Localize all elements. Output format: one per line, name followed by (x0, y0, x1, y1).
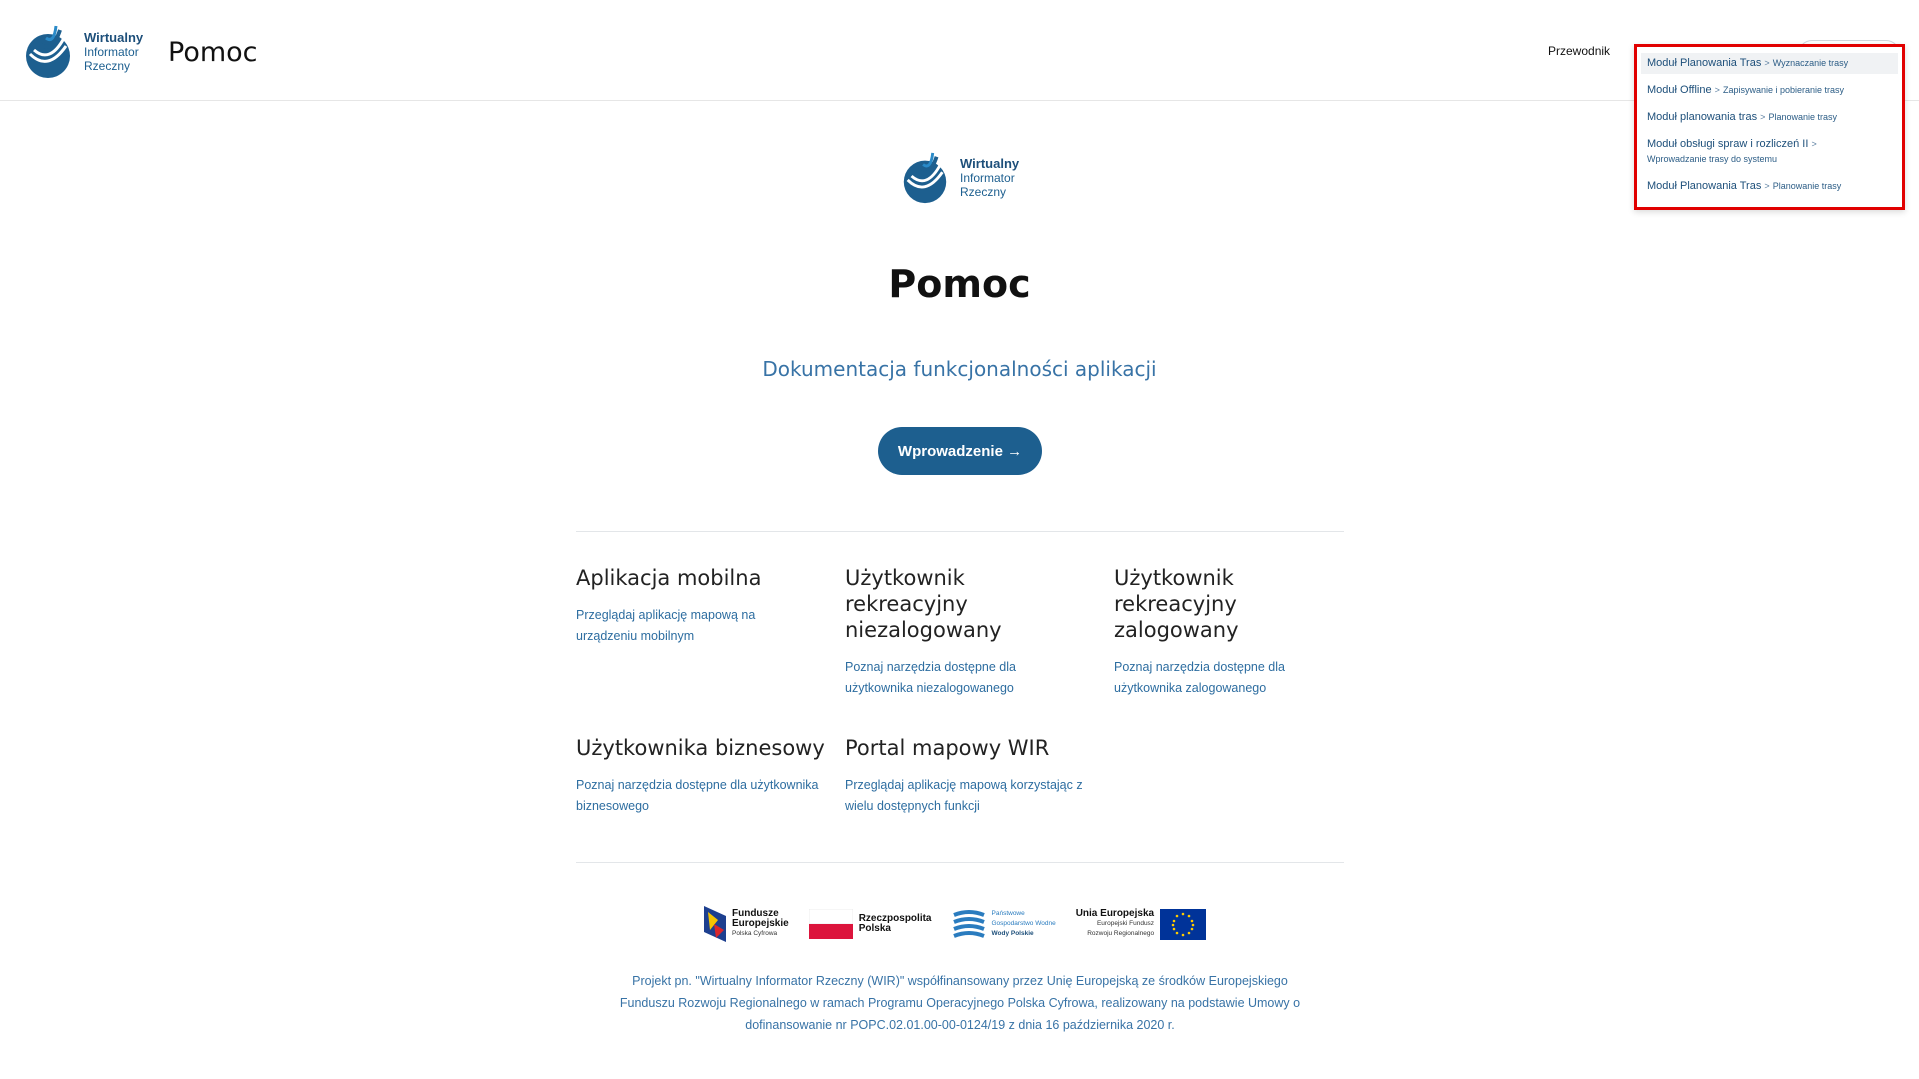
result-module: Moduł planowania tras (1647, 111, 1758, 123)
intro-button[interactable]: Wprowadzenie → (878, 427, 1042, 475)
hero-logo (898, 151, 1019, 205)
header-title: Pomoc (168, 37, 258, 68)
search-result-item[interactable] (1641, 134, 1898, 170)
fe-line-3: Polska Cyfrowa (732, 930, 778, 937)
rp-line-1: Rzeczpospolita (858, 913, 932, 924)
header-logo-text (84, 31, 143, 73)
eu-flag-icon (1160, 909, 1206, 940)
card-title: Aplikacja mobilna (576, 566, 762, 590)
search-result-item[interactable] (1641, 107, 1898, 128)
result-page: Wyznaczanie trasy (1772, 58, 1849, 68)
card-title: Użytkownik rekreacyjny niezalogowany (845, 566, 1002, 642)
top-header (0, 0, 1919, 101)
search-results-dropdown (1634, 44, 1905, 210)
card-description: Poznaj narzędzia dostępne dla użytkownika niezalogowanego (845, 660, 1016, 695)
result-module: Moduł obsługi spraw i rozliczeń II (1647, 138, 1809, 150)
wir-logo-icon (898, 151, 952, 205)
card-map-portal[interactable] (845, 735, 1085, 817)
logo-rzeczpospolita-polska (809, 909, 932, 939)
card-title: Użytkownika biznesowy (576, 736, 825, 760)
result-page: Wprowadzanie trasy do systemu (1647, 154, 1778, 164)
page-title: Pomoc (888, 262, 1031, 306)
logo-fundusze-europejskie (704, 906, 789, 942)
ue-line-2: Europejski Fundusz (1096, 920, 1155, 927)
fe-line-1: Fundusze (732, 908, 779, 919)
ue-line-3: Rozwoju Regionalnego (1087, 930, 1155, 937)
hero-logo-text (960, 157, 1019, 199)
result-separator: > (1764, 58, 1770, 68)
card-rec-user-logged[interactable] (1114, 565, 1354, 699)
result-separator: > (1811, 139, 1817, 149)
polish-flag-icon (809, 909, 853, 939)
logo-line-1: Wirtualny (84, 30, 144, 45)
result-module: Moduł Planowania Tras (1647, 180, 1762, 192)
search-result-item[interactable] (1641, 176, 1898, 197)
card-description: Poznaj narzędzia dostępne dla użytkownika biznesowego (576, 778, 819, 813)
card-rec-user-guest[interactable] (845, 565, 1085, 699)
section-divider (576, 531, 1344, 532)
result-page: Zapisywanie i pobieranie trasy (1723, 85, 1845, 95)
search-result-item[interactable] (1641, 80, 1898, 101)
card-description: Poznaj narzędzia dostępne dla użytkownika zalogowanego (1114, 660, 1285, 695)
result-module: Moduł Planowania Tras (1647, 57, 1762, 69)
wody-polskie-icon (952, 907, 986, 941)
card-mobile-app[interactable] (576, 565, 816, 647)
wp-line-2: Gospodarstwo Wodne (991, 920, 1056, 927)
result-separator: > (1760, 112, 1766, 122)
logo-line-2: Informator (960, 171, 1015, 185)
wp-line-3: Wody Polskie (991, 930, 1034, 937)
nav-link-przewodnik[interactable]: Przewodnik (1548, 44, 1611, 58)
fe-line-2: Europejskie (732, 918, 789, 929)
ue-line-1: Unia Europejska (1075, 908, 1155, 919)
header-logo[interactable] (20, 24, 143, 80)
rp-line-2: Polska (858, 923, 891, 934)
footer-project-text: Projekt pn. "Wirtualny Informator Rzeczny (WIR)" współfinansowany przez Unię Europejską ze środków Europejskiego Funduszu Rozwoju Regionalnego w ramach Programu Operacyjnego Polska Cyfrowa, realizowany na podstawie Umowy o dofinansowanie nr POPC.02.01.00-00-0124/19 z dnia 16 października 2020 r. (619, 974, 1301, 1032)
logo-line-1: Wirtualny (960, 156, 1020, 171)
logo-line-3: Rzeczny (84, 59, 131, 73)
result-separator: > (1714, 85, 1720, 95)
logo-line-3: Rzeczny (960, 185, 1007, 199)
card-description: Przeglądaj aplikację mapową na urządzeniu mobilnym (576, 608, 756, 643)
footer-divider (576, 862, 1344, 863)
card-business-user[interactable] (576, 735, 836, 817)
result-separator: > (1764, 181, 1770, 191)
result-page: Planowanie trasy (1768, 112, 1838, 122)
result-module: Moduł Offline (1647, 84, 1712, 96)
wir-logo-icon (20, 24, 76, 80)
logo-line-2: Informator (84, 45, 139, 59)
search-result-item[interactable] (1641, 53, 1898, 74)
page-subtitle: Dokumentacja funkcjonalności aplikacji (762, 357, 1157, 381)
card-title: Użytkownik rekreacyjny zalogowany (1114, 566, 1239, 642)
wp-line-1: Państwowe (991, 910, 1025, 917)
funding-logos (704, 904, 1206, 944)
result-page: Planowanie trasy (1772, 181, 1842, 191)
fe-star-icon (704, 906, 726, 942)
card-title: Portal mapowy WIR (845, 736, 1050, 760)
logo-unia-europejska (1076, 909, 1206, 940)
card-description: Przeglądaj aplikację mapową korzystając z wielu dostępnych funkcji (845, 778, 1083, 813)
logo-wody-polskie (952, 907, 1056, 941)
